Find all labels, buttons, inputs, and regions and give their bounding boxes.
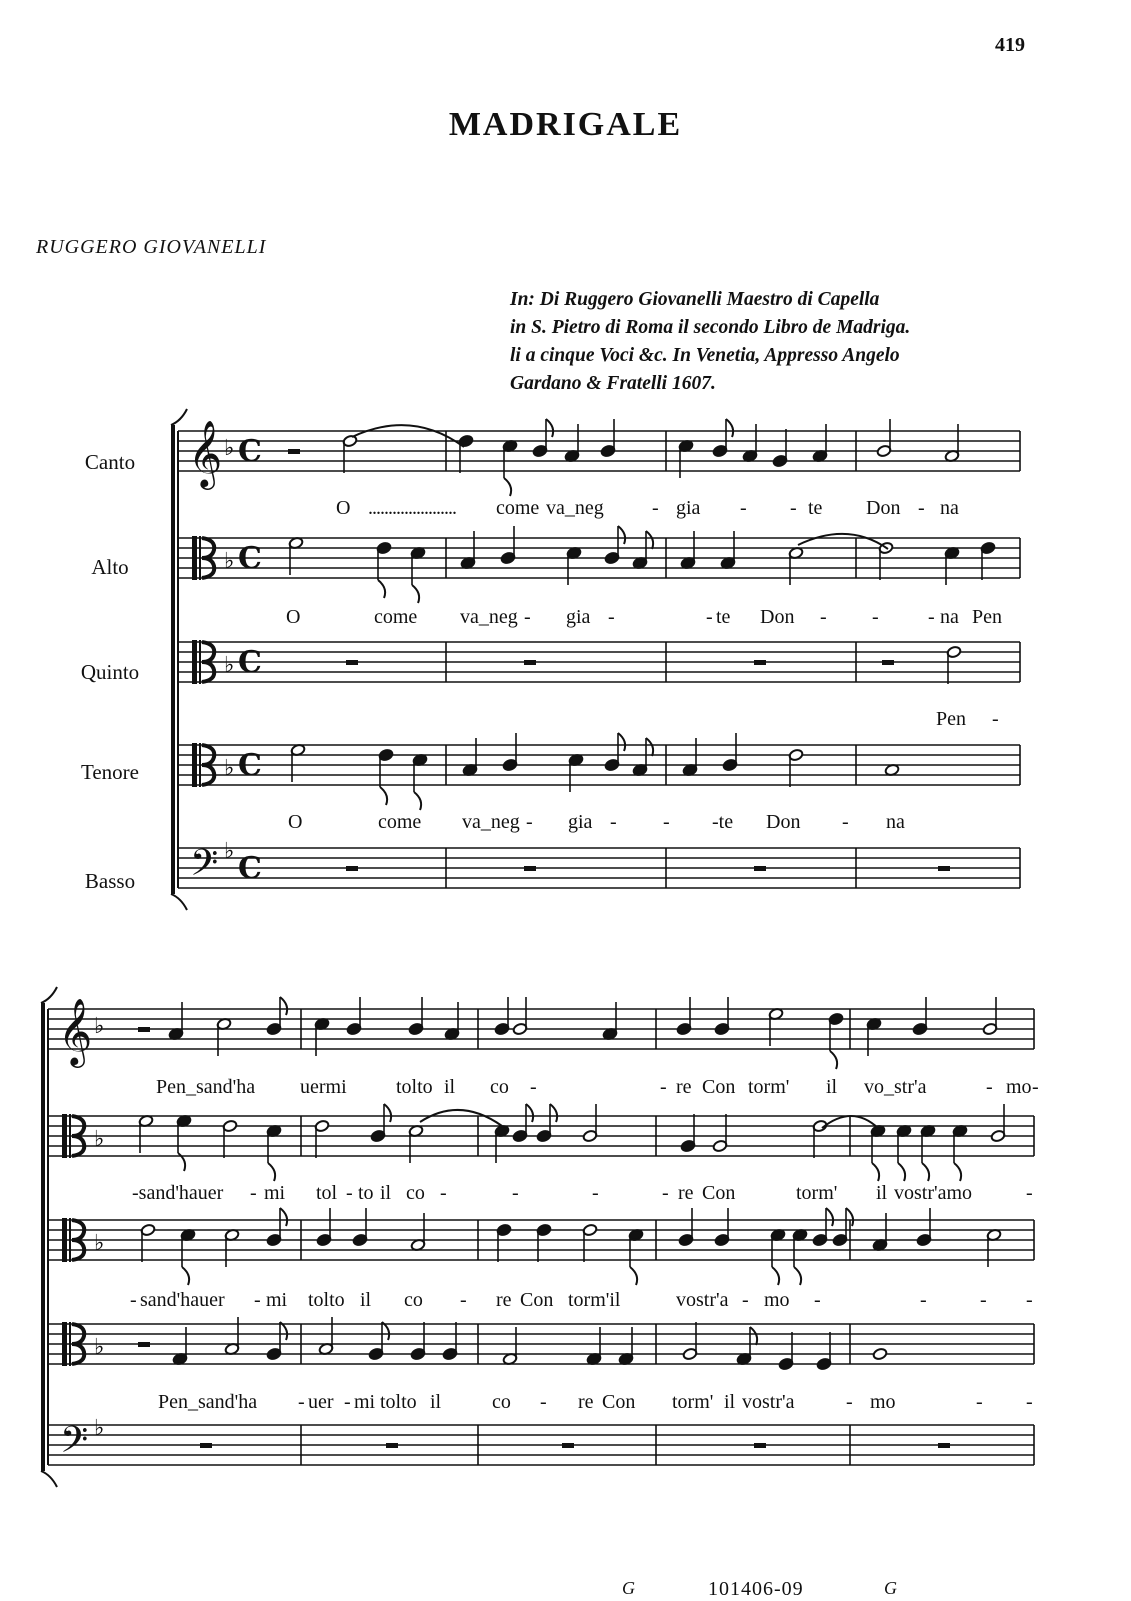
lyric: na [940,606,959,628]
note-flag [550,1104,557,1122]
note-flag [826,1208,833,1226]
lyric: - [440,1182,447,1204]
note-flag [618,526,625,544]
lyric: re [496,1289,512,1311]
lyric: O [336,497,351,519]
lyric: re [578,1391,594,1413]
lyric: - [1026,1182,1033,1204]
lyric: il [430,1391,442,1413]
clef-bar [69,1218,71,1262]
lyric: - [250,1182,257,1204]
lyric: come [378,811,422,833]
lyric: - [663,811,670,833]
source-line: in S. Pietro di Roma il secondo Libro de Madriga. [510,317,911,338]
lyric: - [298,1391,305,1413]
flat-icon: ♭ [224,436,235,461]
note-flag [750,1327,757,1345]
note-flag [384,1104,391,1122]
lyric: - [846,1391,853,1413]
lyric: - [706,606,713,628]
clef-bar [69,1322,71,1366]
note-flag [872,1163,879,1181]
composer: RUGGERO GIOVANELLI [36,236,267,258]
lyric: va_neg [462,811,520,833]
rest [138,1342,150,1347]
flat-icon: ♭ [94,1416,105,1441]
lyric: ...................... [368,497,456,519]
clef-bar [192,536,197,580]
note-flag [182,1267,189,1285]
lyric: - [610,811,617,833]
rest [938,866,950,871]
bracket-hook [171,894,187,910]
bracket-hook [41,1471,57,1487]
lyric: il [826,1076,838,1098]
common-time-icon: C [238,434,262,469]
rest [754,660,766,665]
lyric: - [524,606,531,628]
lyric: te [716,606,731,628]
note-flag [830,1051,837,1069]
lyric: mi [266,1289,288,1311]
note-flag [794,1267,801,1285]
flat-icon: ♭ [224,839,235,864]
common-time-icon: C [238,541,262,576]
note-flag [898,1163,905,1181]
lyric: mo [1006,1076,1032,1098]
treble-clef-icon: 𝄞 [58,997,93,1065]
lyric: - [540,1391,547,1413]
clef-bar [62,1322,67,1366]
footer-mark-right: G [884,1578,897,1598]
lyric: - [920,1289,927,1311]
lyric: - [530,1076,537,1098]
lyric: va_neg [460,606,518,628]
page-number: 419 [995,34,1025,56]
tie [352,425,464,447]
lyric: - [130,1289,137,1311]
lyric: vostr'amo [894,1182,973,1204]
rest [754,1443,766,1448]
note-flag [526,1104,533,1122]
lyric: Don [766,811,801,833]
lyric: il [380,1182,392,1204]
bracket-hook [171,409,187,425]
voice-label-alto: Alto [91,555,129,579]
source-line: Gardano & Fratelli 1607. [510,373,716,394]
lyric: uermi [300,1076,347,1098]
clef-bar [199,640,201,684]
lyric: - [1026,1289,1033,1311]
flat-icon: ♭ [94,1335,105,1360]
lyric: torm' [748,1076,790,1098]
note-flag [380,787,387,805]
bracket-hook [41,987,57,1003]
treble-clef-icon: 𝄞 [188,419,223,487]
lyric: gia [676,497,701,519]
rest [882,660,894,665]
lyric: -te [712,811,734,833]
rest [200,1443,212,1448]
rest [346,866,358,871]
lyric: O [286,606,301,628]
note-flag [280,997,287,1015]
lyric: mo [870,1391,896,1413]
note-flag [646,738,653,756]
lyric: - [976,1391,983,1413]
lyric: - [820,606,827,628]
system-bracket [171,425,175,894]
lyric: vo_str'a [864,1076,927,1098]
lyric: co [492,1391,511,1413]
lyric: - [592,1182,599,1204]
footer-mark-left: G [622,1578,635,1598]
note-flag [268,1163,275,1181]
lyric: O [288,811,303,833]
lyric: to [358,1182,374,1204]
rest [386,1443,398,1448]
note-flag [280,1208,287,1226]
flat-icon: ♭ [224,756,235,781]
lyric: mo [764,1289,790,1311]
lyric: - [986,1076,993,1098]
clef-bar [62,1114,67,1158]
lyric: torm' [796,1182,838,1204]
lyric: - [928,606,935,628]
note-flag [922,1163,929,1181]
lyric: - [608,606,615,628]
lyric: vostr'a [742,1391,795,1413]
note-flag [414,792,421,810]
lyric: gia [566,606,591,628]
lyric: uer [308,1391,334,1413]
lyric: na [940,497,959,519]
note-flag [726,419,733,437]
lyric: sand'hauer [140,1289,225,1311]
rest [524,866,536,871]
lyric: tolto [396,1076,433,1098]
clef-bar [199,743,201,787]
lyric: Con [602,1391,636,1413]
note-flag [630,1267,637,1285]
note-flag [618,733,625,751]
source-line: li a cinque Voci &c. In Venetia, Appresso Angelo [510,345,900,366]
lyric: - [660,1076,667,1098]
note-head [872,1347,887,1360]
lyric: tol [316,1182,338,1204]
lyric: torm'il [568,1289,621,1311]
lyric: - [918,497,925,519]
clef-bar [62,1218,67,1262]
clef-bar [69,1114,71,1158]
lyric: Pen_sand'ha [158,1391,258,1413]
flat-icon: ♭ [94,1231,105,1256]
lyric: mi [354,1391,376,1413]
lyric: Pen [936,708,966,730]
lyric: tolto [308,1289,345,1311]
clef-bar [192,640,197,684]
lyric: Pen_sand'ha [156,1076,256,1098]
lyric: gia [568,811,593,833]
lyric: va_neg [546,497,604,519]
page-title: MADRIGALE [448,106,683,143]
note-flag [954,1163,961,1181]
rest [938,1443,950,1448]
common-time-icon: C [238,748,262,783]
lyric: - [842,811,849,833]
lyric: - [652,497,659,519]
lyric: re [678,1182,694,1204]
lyric: - [344,1391,351,1413]
voice-label-tenore: Tenore [81,760,139,784]
lyric: tolto [380,1391,417,1413]
lyric: Con [702,1076,736,1098]
lyric: come [496,497,540,519]
lyric: - [1032,1076,1039,1098]
note-flag [772,1267,779,1285]
lyric: Con [520,1289,554,1311]
lyric: il [360,1289,372,1311]
lyric: torm' [672,1391,714,1413]
lyric: il [724,1391,736,1413]
flat-icon: ♭ [224,653,235,678]
lyric: Con [702,1182,736,1204]
lyric: re [676,1076,692,1098]
rest [346,660,358,665]
bass-clef-icon: 𝄢 [60,1419,89,1470]
voice-label-quinto: Quinto [80,660,140,684]
rest [288,449,300,454]
lyric: mi [264,1182,286,1204]
note-flag [378,580,385,598]
lyric: Don [866,497,901,519]
rest [524,660,536,665]
lyric: co [404,1289,423,1311]
lyric: - [872,606,879,628]
lyric: - [790,497,797,519]
lyric: - [662,1182,669,1204]
lyric: co [490,1076,509,1098]
lyric: - [526,811,533,833]
lyric: co [406,1182,425,1204]
system-bracket [41,1003,45,1471]
lyric: - [346,1182,353,1204]
flat-icon: ♭ [224,549,235,574]
lyric: - [512,1182,519,1204]
note-flag [504,478,511,496]
lyric: -sand'hauer [132,1182,224,1204]
note-flag [412,585,419,603]
flat-icon: ♭ [94,1014,105,1039]
lyric: - [740,497,747,519]
lyric: Don [760,606,795,628]
voice-label-basso: Basso [84,869,136,893]
lyric: il [876,1182,888,1204]
lyric: - [254,1289,261,1311]
rest [138,1027,150,1032]
bass-clef-icon: 𝄢 [190,842,219,893]
plate-number: 101406-09 [708,1578,804,1600]
lyric: - [992,708,999,730]
voice-label-canto: Canto [84,450,136,474]
lyric: - [980,1289,987,1311]
lyric: vostr'a [676,1289,729,1311]
clef-bar [199,536,201,580]
lyric: il [444,1076,456,1098]
common-time-icon: C [238,645,262,680]
lyric: - [1026,1391,1033,1413]
lyric: - [460,1289,467,1311]
lyric: na [886,811,905,833]
flat-icon: ♭ [94,1127,105,1152]
clef-bar [192,743,197,787]
lyric: te [808,497,823,519]
lyric: come [374,606,418,628]
lyric: - [814,1289,821,1311]
lyric: - [742,1289,749,1311]
tie [798,534,888,549]
source-line: In: Di Ruggero Giovanelli Maestro di Capella [510,289,880,310]
rest [754,866,766,871]
clefs [58,419,262,1470]
tie [420,1110,502,1126]
rest [562,1443,574,1448]
common-time-icon: C [238,851,262,886]
note-flag [646,531,653,549]
note-flag [546,419,553,437]
lyric: Pen [972,606,1002,628]
